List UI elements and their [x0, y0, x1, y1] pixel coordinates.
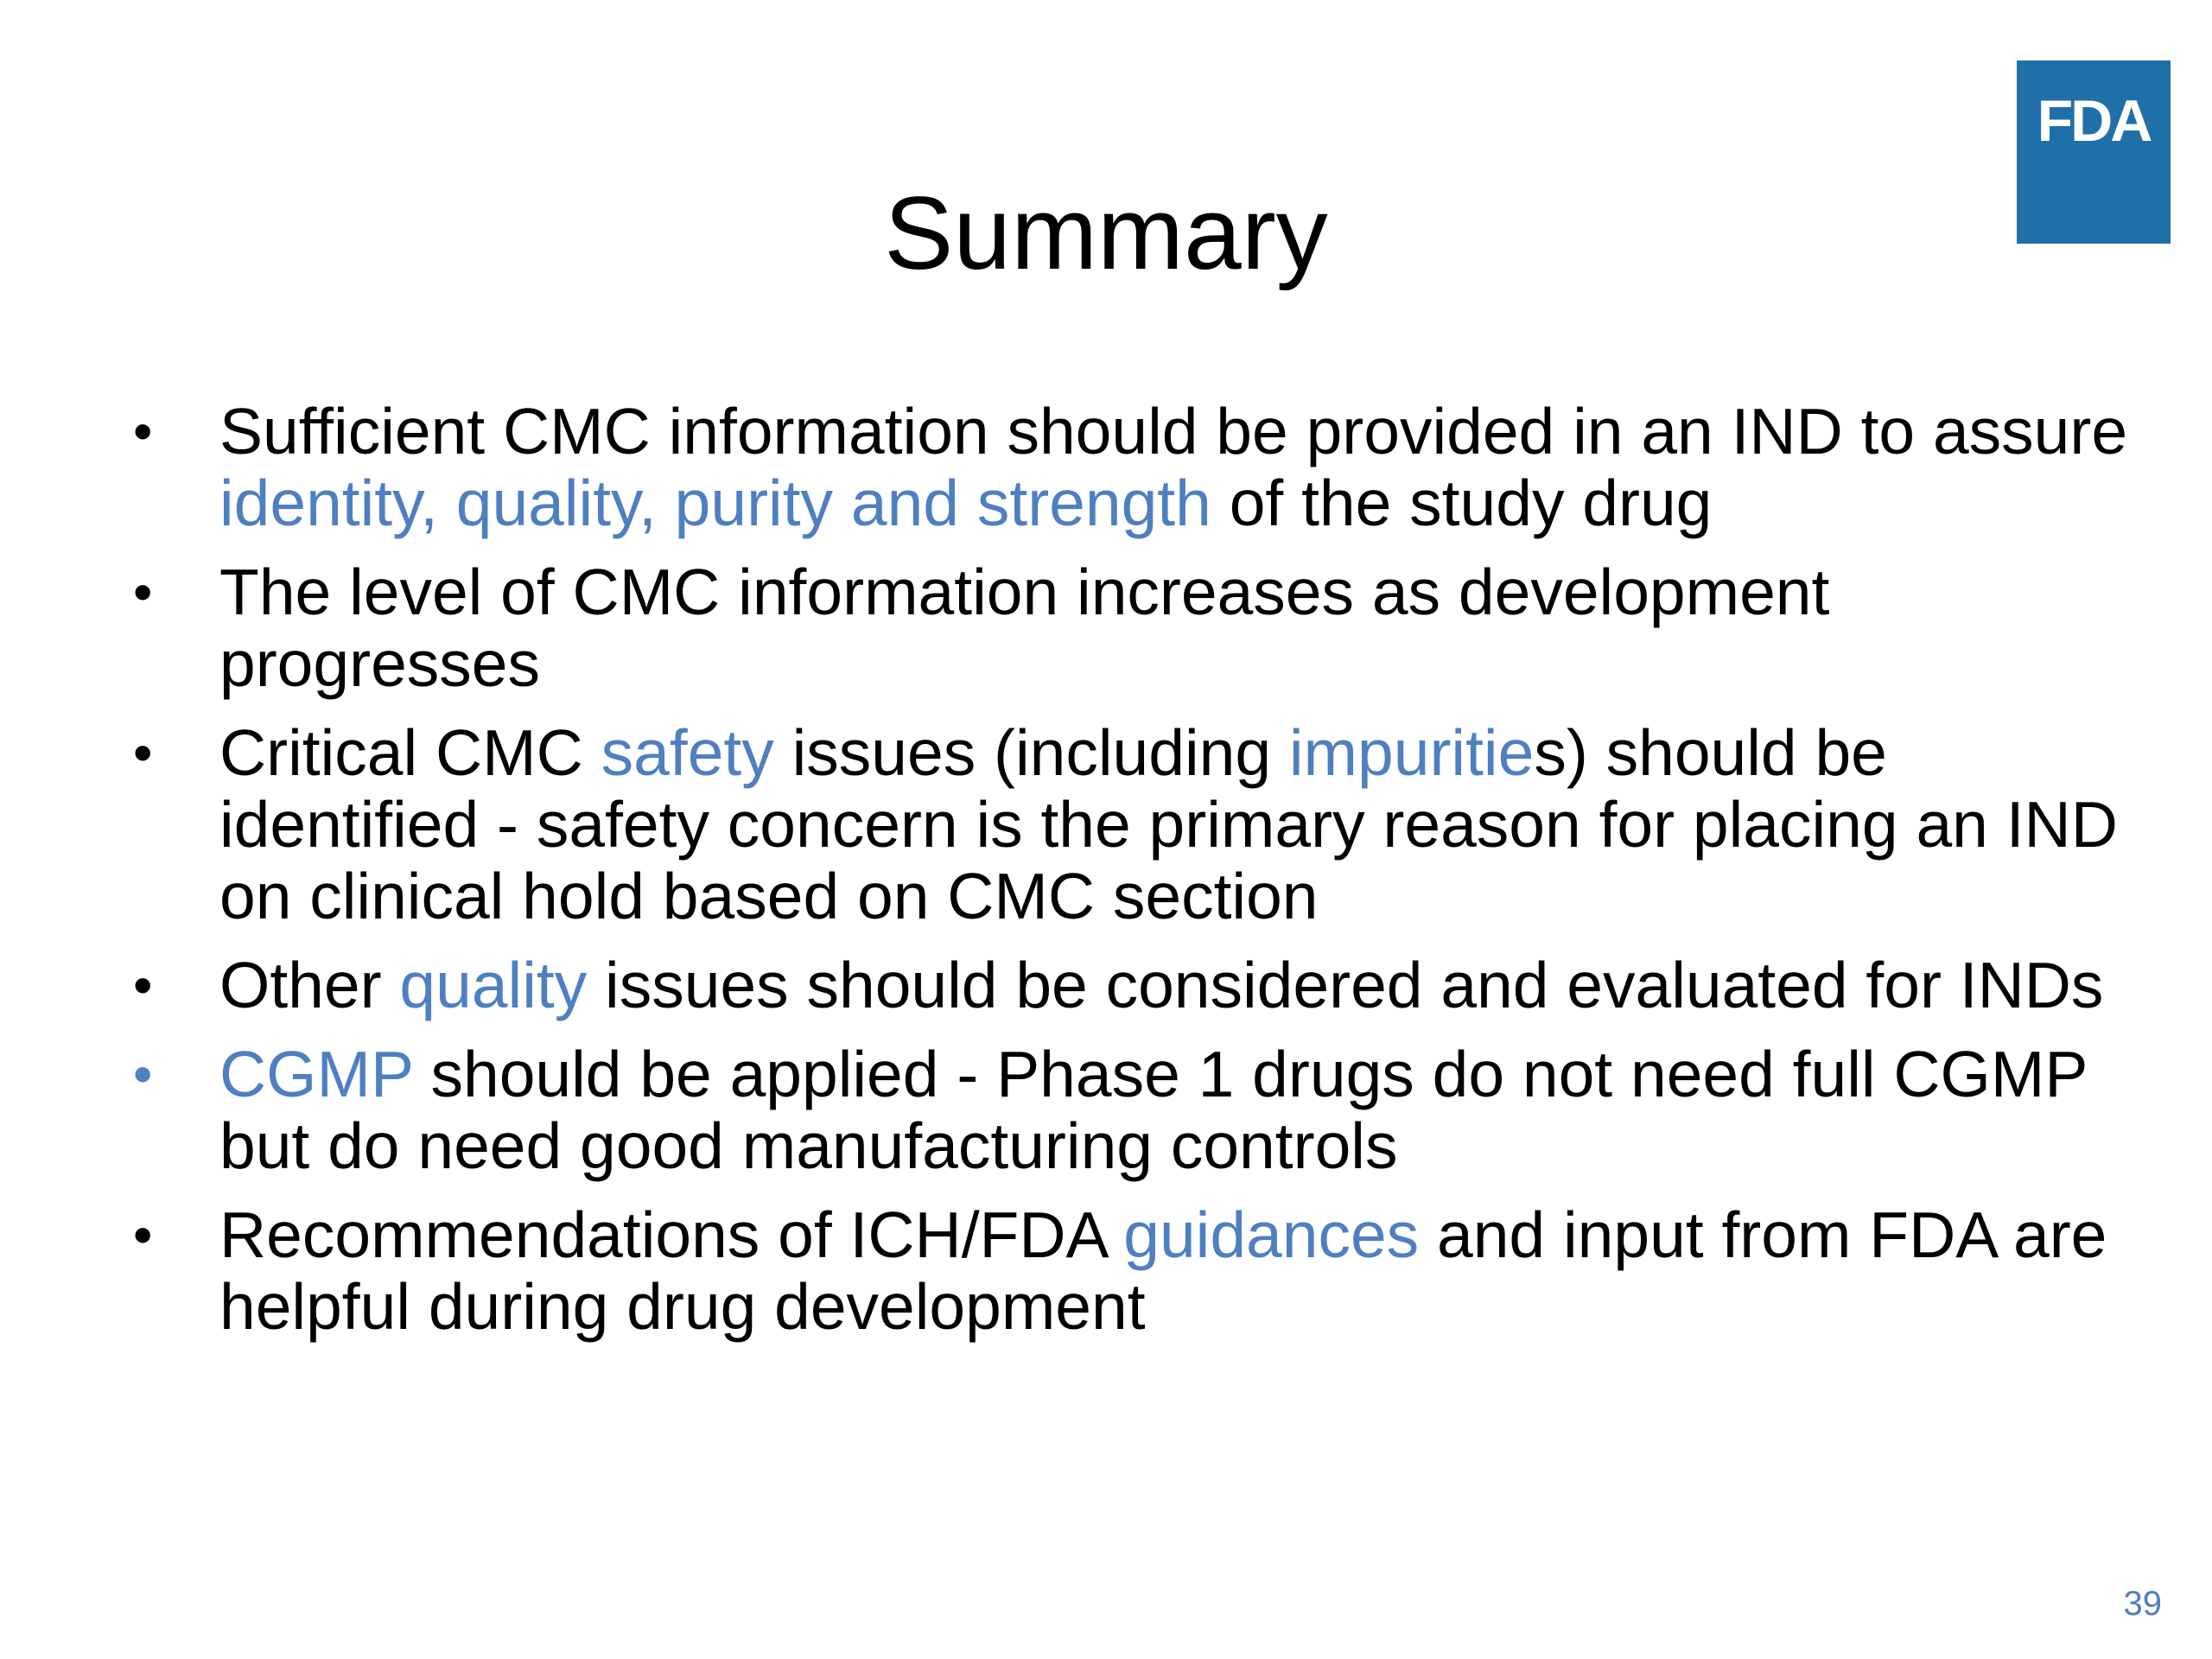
bullet-item	[121, 950, 2134, 1021]
bullet-item	[121, 556, 2134, 700]
bullet-text: of the study drug	[1211, 467, 1713, 539]
bullet-item	[121, 396, 2134, 539]
bullet-text: Recommendations of ICH/FDA	[219, 1198, 1124, 1271]
bullet-item	[121, 1039, 2134, 1182]
bullet-item	[121, 1199, 2134, 1343]
highlighted-text: safety	[601, 716, 774, 789]
slide-title: Summary	[884, 175, 1328, 291]
bullet-text: Critical CMC	[219, 716, 601, 789]
bullet-text: The level of CMC information increases as development progresses	[219, 556, 1830, 700]
bullet-marker: •	[133, 561, 153, 623]
bullet-marker: •	[133, 400, 153, 462]
bullet-marker: •	[133, 721, 153, 784]
fda-logo-text: FDA	[2037, 88, 2151, 154]
bullet-text: should be applied - Phase 1 drugs do not need full CGMP but do need good manufacturing controls	[219, 1038, 2088, 1182]
highlighted-text: quality	[399, 949, 588, 1021]
highlighted-text: guidances	[1123, 1198, 1420, 1271]
bullet-item	[121, 717, 2134, 932]
page-number: 39	[2123, 1585, 2162, 1623]
bullet-text: Sufficient CMC information should be provided in an IND to assure	[219, 395, 2128, 467]
bullet-text: Other	[219, 949, 400, 1021]
bullet-text: issues should be considered and evaluated for INDs	[587, 949, 2104, 1021]
bullet-text: issues (including	[773, 716, 1289, 789]
highlighted-text: identity, quality, purity and strength	[219, 467, 1211, 539]
bullet-list	[121, 396, 2134, 1360]
highlighted-text: impuritie	[1288, 716, 1535, 789]
bullet-marker: •	[133, 1204, 153, 1266]
bullet-text: and input from FDA are helpful during drug development	[219, 1198, 2107, 1343]
highlighted-text: CGMP	[219, 1038, 413, 1110]
bullet-marker: •	[133, 954, 153, 1016]
bullet-marker: •	[133, 1043, 153, 1105]
bullet-text: s) should be identified - safety concern is the primary reason for placing an IND on clinical hold based on CMC section	[219, 716, 2118, 932]
